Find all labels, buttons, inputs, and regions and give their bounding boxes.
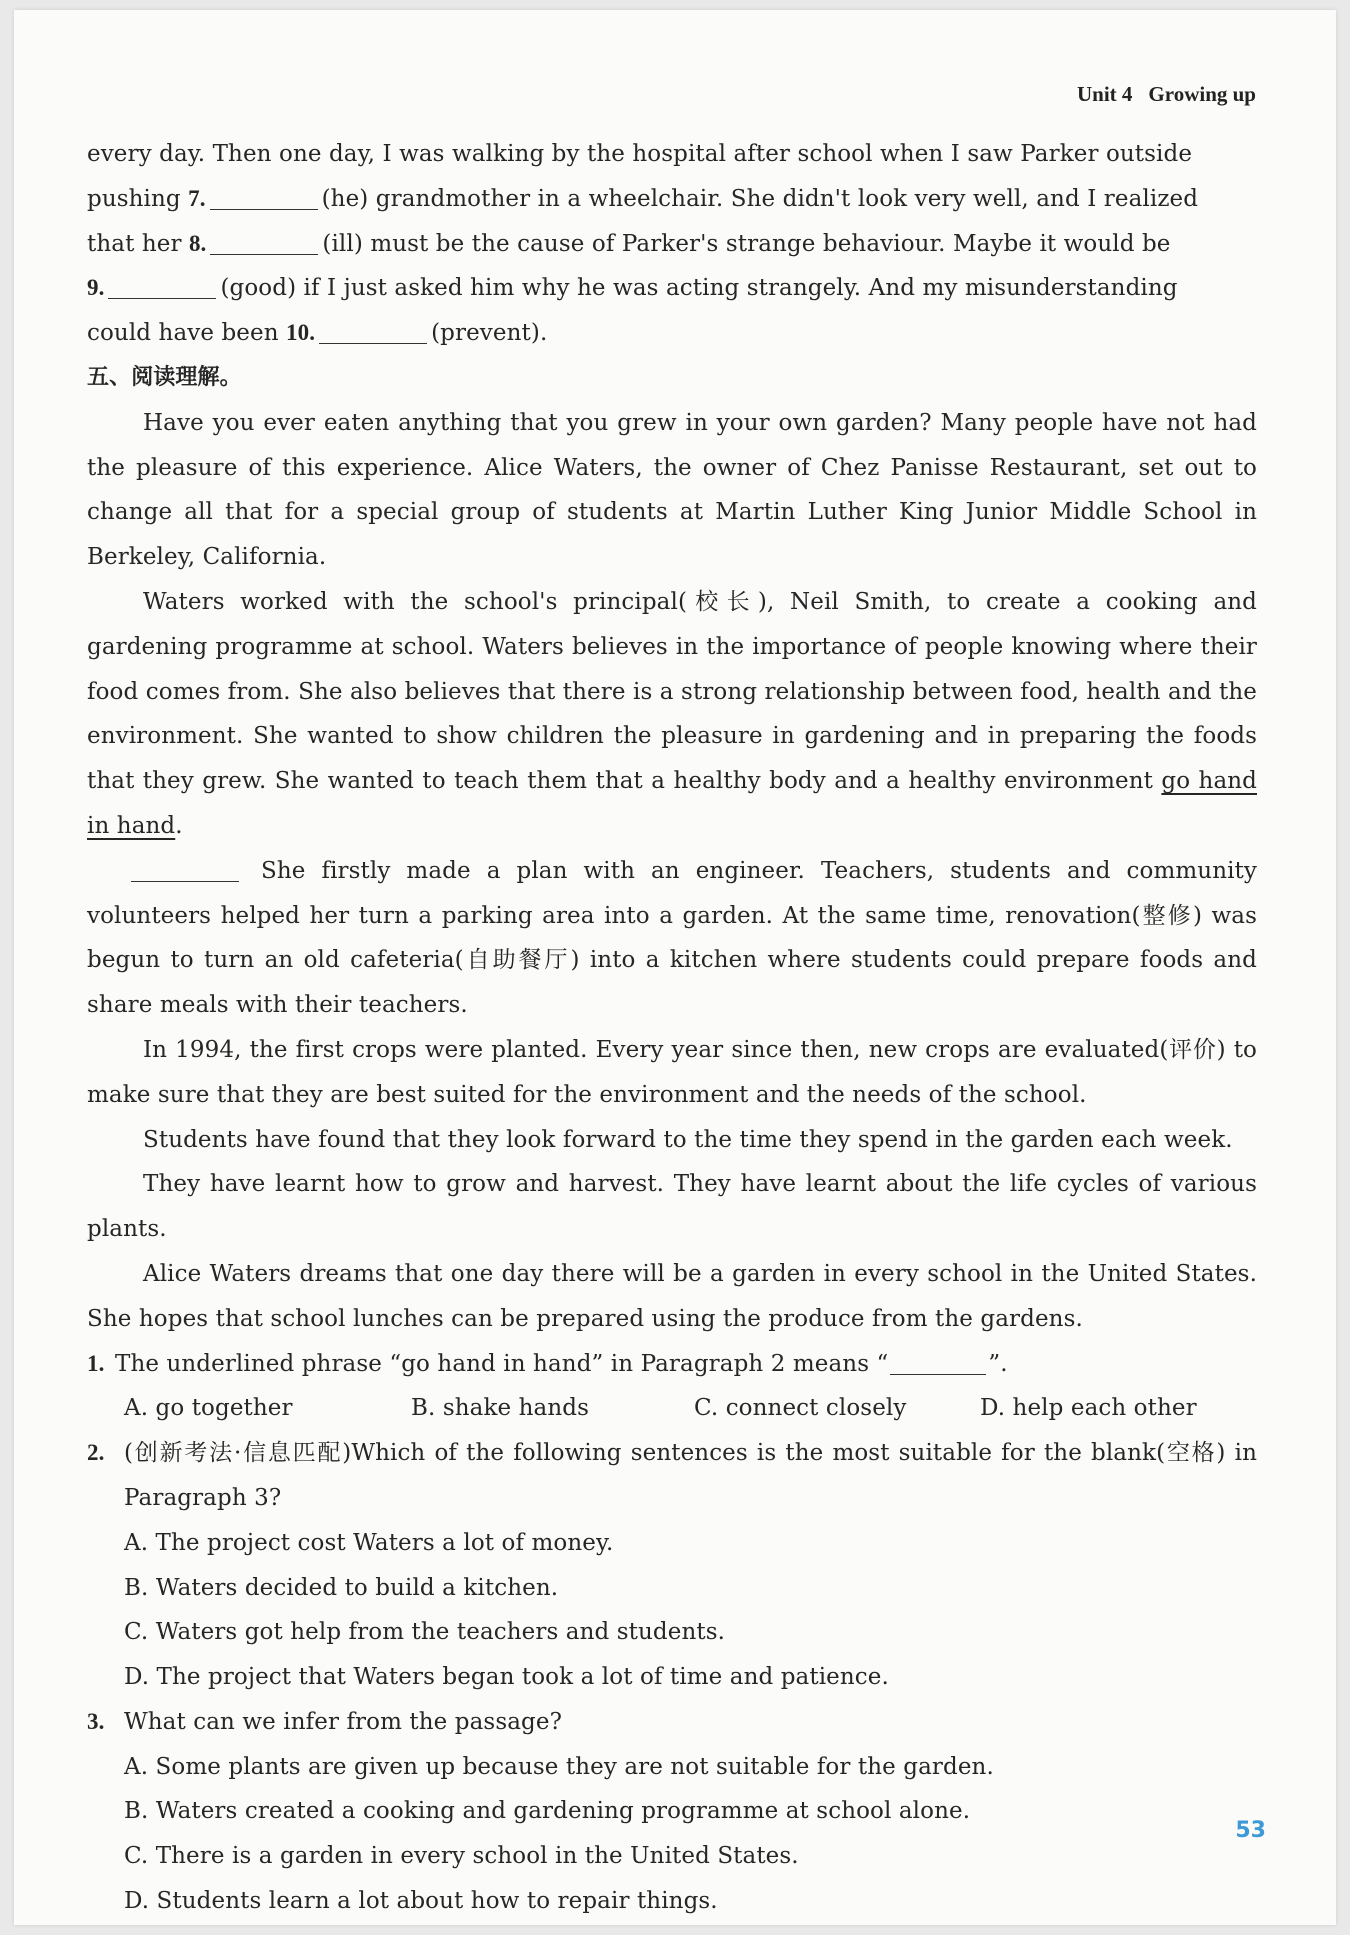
page xyxy=(14,10,1336,1925)
passage-paragraph-5: Students have found that they look forward to the time they spend in the garden each week. xyxy=(143,1126,1233,1153)
answer-blank-q1[interactable] xyxy=(890,1348,986,1375)
paragraph-text: Waters worked with the school's principal(校长), Neil Smith, to create a cooking and gardening programme at school. Waters believes in the importance of people knowing where their food comes from. She also believes that there is a strong relationship between food, health and the environment. She wanted to show children the pleasure in gardening and in preparing the foods that they grew. She wanted to teach them that a healthy body and a healthy environment xyxy=(87,588,1257,795)
cloze-line-3 xyxy=(87,222,1257,267)
passage-paragraph-7: Alice Waters dreams that one day there will be a garden in every school in the United States. She hopes that school lunches can be prepared using the produce from the gardens. xyxy=(87,1260,1257,1332)
option-c[interactable]: C. There is a garden in every school in the United States. xyxy=(124,1843,799,1870)
page-number: 53 xyxy=(1235,1818,1266,1843)
passage-paragraph-1: Have you ever eaten anything that you grew in your own garden? Many people have not had the pleasure of this experience. Alice Waters, the owner of Chez Panisse Restaurant, set out to change all that for a special group of students at Martin Luther King Junior Middle School in Berkeley, California. xyxy=(87,409,1257,571)
cloze-text: pushing xyxy=(87,185,189,212)
question-2 xyxy=(87,1431,1257,1521)
underlined-phrase: go hand in hand xyxy=(87,768,1257,839)
option-c[interactable]: C. Waters got help from the teachers and students. xyxy=(124,1619,726,1646)
option-a[interactable]: A. Some plants are given up because they are not suitable for the garden. xyxy=(124,1753,994,1780)
option-a[interactable]: A. The project cost Waters a lot of money. xyxy=(124,1529,614,1556)
answer-blank-10[interactable] xyxy=(319,317,427,344)
cloze-text: that her xyxy=(87,230,189,257)
blank-number-9: 9. xyxy=(87,275,105,301)
passage-paragraph-6: They have learnt how to grow and harvest. They have learnt about the life cycles of various plants. xyxy=(87,1171,1257,1243)
question-1-options xyxy=(87,1386,1257,1431)
blank-number-7: 7. xyxy=(188,185,206,211)
cloze-text: must be the cause of Parker's strange behaviour. Maybe it would be xyxy=(362,230,1171,257)
paragraph-text: She firstly made a plan with an engineer. Teachers, students and community volunteers helped her turn a parking area into a garden. At the same time, renovation(整修) was begun to turn an old cafeteria(自助餐厅) into a kitchen where students could prepare foods and share meals with their teachers. xyxy=(87,857,1257,1019)
page-content xyxy=(87,132,1257,1924)
paragraph-text: . xyxy=(175,812,183,839)
question-text: (创新考法·信息匹配)Which of the following sentences is the most suitable for the blank(空格) in Paragraph 3? xyxy=(124,1440,1257,1511)
cloze-line-4 xyxy=(87,266,1257,311)
passage-paragraph-3 xyxy=(87,849,1257,1028)
unit-title: Growing up xyxy=(1148,82,1256,106)
passage-paragraph-2 xyxy=(87,580,1257,849)
option-d[interactable]: D. Students learn a lot about how to repair things. xyxy=(124,1888,718,1915)
answer-blank-9[interactable] xyxy=(108,272,216,299)
cloze-text: grandmother in a wheelchair. She didn't look very well, and I realized xyxy=(368,185,1199,212)
word-hint: (ill) xyxy=(322,230,363,257)
passage-paragraph-4: In 1994, the first crops were planted. Every year since then, new crops are evaluated(评价) to make sure that they are best suited for the environment and the needs of the school. xyxy=(87,1036,1257,1108)
answer-blank-7[interactable] xyxy=(210,183,318,210)
option-d[interactable]: D. The project that Waters began took a lot of time and patience. xyxy=(124,1664,889,1691)
option-b[interactable]: B. Waters created a cooking and gardening programme at school alone. xyxy=(124,1798,971,1825)
section-title: 五、阅读理解。 xyxy=(87,364,242,390)
unit-label: Unit 4 xyxy=(1076,82,1133,106)
question-3 xyxy=(87,1700,1257,1745)
question-text: ”. xyxy=(988,1350,1008,1377)
passage-blank[interactable] xyxy=(131,855,239,882)
blank-number-8: 8. xyxy=(188,230,207,256)
question-text: What can we infer from the passage? xyxy=(124,1708,563,1735)
option-b[interactable]: B. Waters decided to build a kitchen. xyxy=(124,1574,559,1601)
cloze-text: could have been xyxy=(87,320,287,347)
cloze-line-1 xyxy=(87,132,1257,177)
blank-number-10: 10. xyxy=(286,320,316,346)
word-hint: (prevent). xyxy=(431,320,548,347)
question-text: The underlined phrase “go hand in hand” in Paragraph 2 means “ xyxy=(115,1350,889,1377)
question-1 xyxy=(87,1342,1257,1387)
option-d[interactable]: D. help each other xyxy=(980,1395,1197,1422)
word-hint: (he) xyxy=(321,185,369,212)
answer-blank-8[interactable] xyxy=(210,228,318,255)
cloze-line-5 xyxy=(87,311,1257,356)
cloze-text: if I just asked him why he was acting strangely. And my misunderstanding xyxy=(296,275,1178,302)
cloze-text: every day. Then one day, I was walking by the hospital after school when I saw Parker outside xyxy=(87,141,1193,167)
word-hint: (good) xyxy=(220,275,297,302)
question-number: 1. xyxy=(87,1350,105,1376)
option-b[interactable]: B. shake hands xyxy=(411,1395,589,1422)
option-a[interactable]: A. go together xyxy=(124,1395,293,1422)
question-number: 2. xyxy=(87,1440,105,1466)
running-header xyxy=(1077,82,1256,107)
question-number: 3. xyxy=(87,1708,105,1734)
option-c[interactable]: C. connect closely xyxy=(694,1395,907,1422)
cloze-line-2 xyxy=(87,177,1257,222)
